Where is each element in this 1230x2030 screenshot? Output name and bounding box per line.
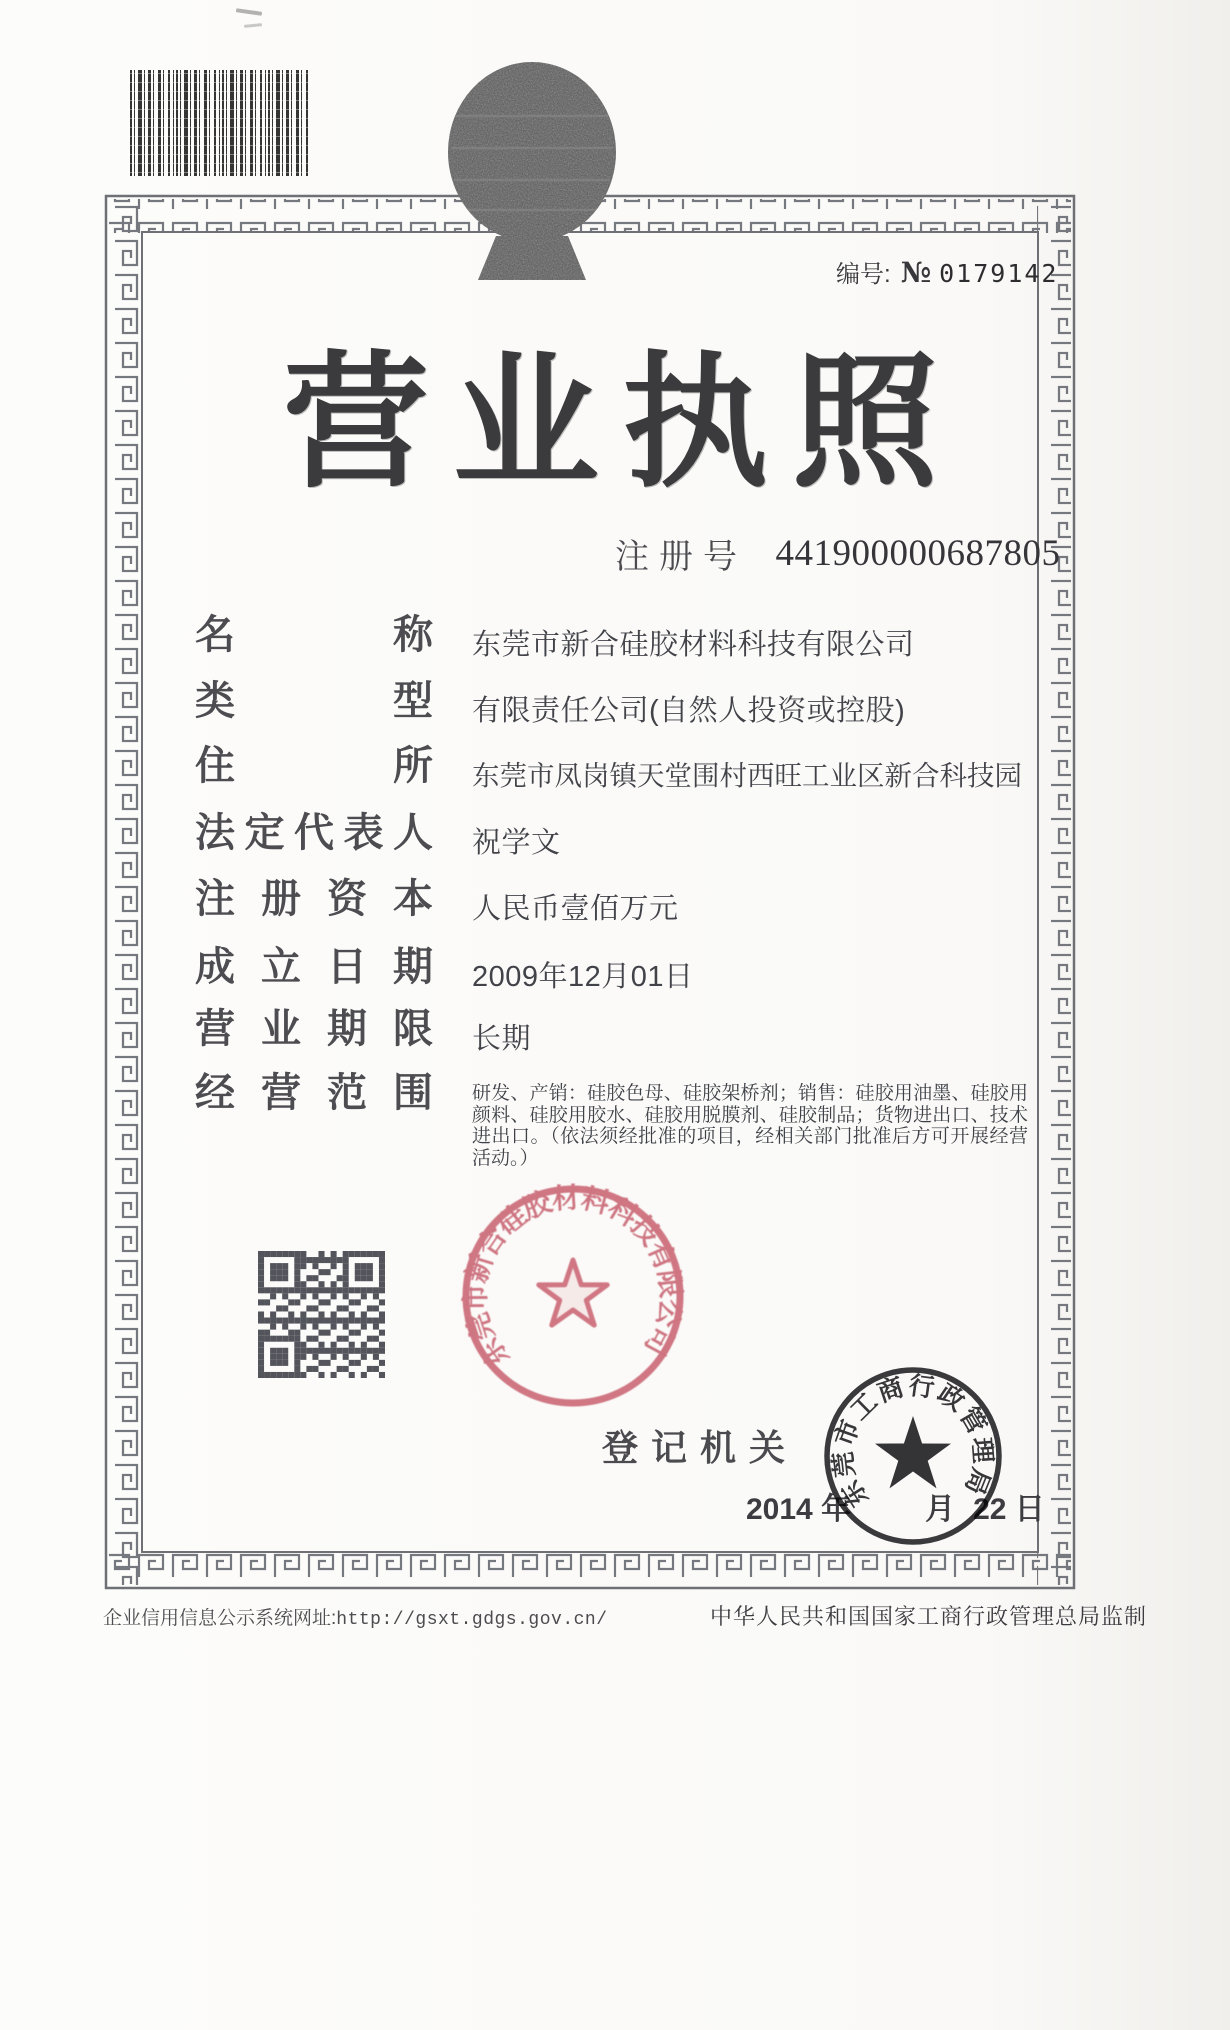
footer-public-system-line [103, 1603, 608, 1630]
registration-number-row [615, 529, 1060, 578]
field-value: 有限责任公司(自然人投资或控股) [472, 695, 906, 727]
issue-date-day: 22 日 [973, 1493, 1045, 1526]
field-row [0, 744, 1230, 798]
field-row [0, 945, 1230, 999]
field-label: 住所 [195, 744, 433, 788]
qr-code [258, 1251, 385, 1378]
field-label: 成立日期 [195, 945, 433, 989]
issue-date-year: 2014 年 [746, 1493, 852, 1526]
footer-left-url: http://gsxt.gdgs.gov.cn/ [336, 1610, 608, 1630]
field-label: 类型 [195, 679, 433, 723]
footer-issuer-line: 中华人民共和国国家工商行政管理总局监制 [710, 1604, 1148, 1629]
company-seal [453, 1176, 693, 1416]
field-value: 人民币壹佰万元 [472, 893, 679, 925]
field-label: 经营范围 [195, 1071, 433, 1115]
field-value: 2009年12月01日 [472, 961, 694, 993]
field-label: 营业期限 [195, 1007, 433, 1051]
license-title: 营业执照 [283, 341, 938, 504]
footer-left-label: 企业信用信息公示系统网址: [103, 1608, 337, 1629]
registry-seal-text: 东莞市工商行政管理局 [829, 1371, 997, 1512]
field-label: 名称 [195, 613, 433, 657]
field-row [0, 679, 1230, 733]
field-value: 东莞市凤岗镇天堂围村西旺工业区新合科技园 [472, 760, 1022, 791]
field-row [0, 811, 1230, 865]
field-row [0, 1007, 1230, 1061]
field-label: 法定代表人 [195, 811, 433, 855]
numero-sign: № [900, 256, 932, 289]
field-value: 东莞市新合硅胶材料科技有限公司 [472, 629, 915, 661]
registration-number-value: 441900000687805 [775, 533, 1061, 574]
registry-seal [813, 1356, 1013, 1556]
field-label: 注册资本 [195, 877, 433, 921]
issue-date-month-label: 月 [925, 1493, 956, 1526]
field-row [0, 1071, 1230, 1169]
field-value: 祝学文 [472, 827, 561, 859]
field-row [0, 877, 1230, 931]
registration-number-label: 注册号 [615, 538, 737, 576]
field-value: 长期 [472, 1023, 532, 1055]
field-row [0, 613, 1230, 667]
company-seal-text: 东莞市新合硅胶材料科技有限公司 [459, 1181, 687, 1374]
national-emblem [446, 58, 618, 294]
registrar-label: 登记机关 [602, 1427, 785, 1468]
qr-code-image [258, 1251, 385, 1378]
serial-number-line [836, 254, 1058, 289]
business-scope-value: 研发、产销：硅胶色母、硅胶架桥剂；销售：硅胶用油墨、硅胶用颜料、硅胶用胶水、硅胶用脱膜剂、硅胶制品；货物进出口、技术进出口。（依法须经批准的项目，经相关部门批准后方可开展经营活动。） [472, 1083, 1028, 1169]
serial-label: 编号: [836, 261, 891, 288]
serial-number: 0179142 [939, 259, 1059, 288]
